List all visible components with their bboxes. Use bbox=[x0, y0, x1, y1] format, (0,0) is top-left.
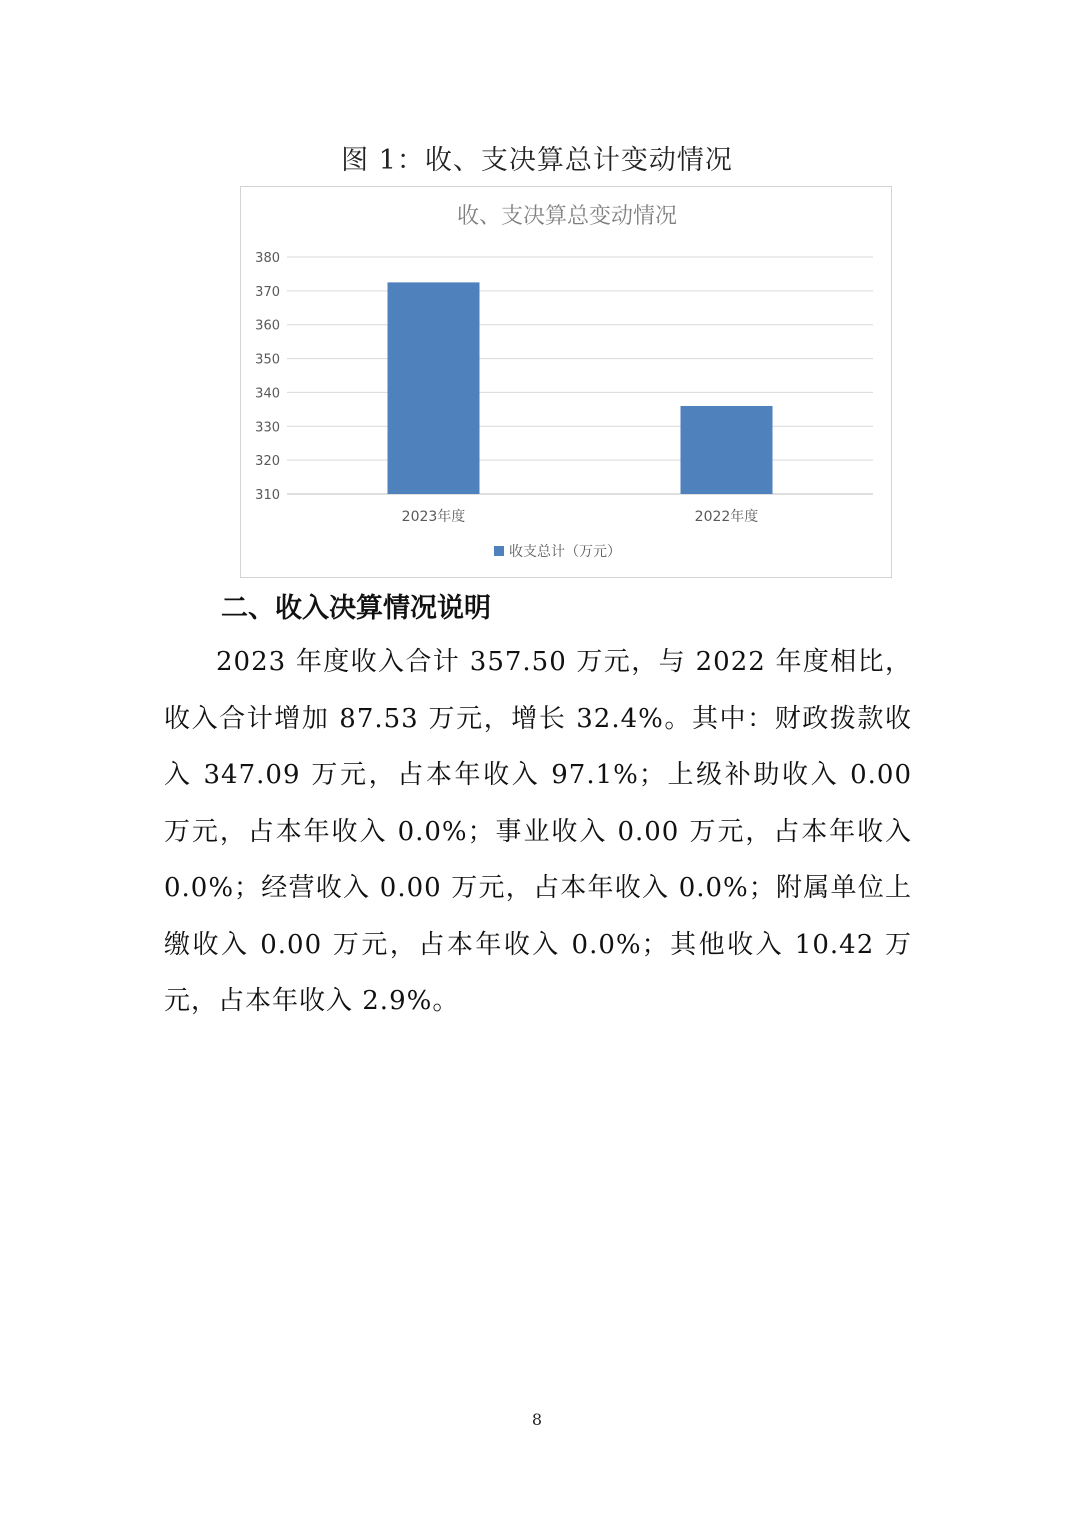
y-tick-label-340: 340 bbox=[255, 386, 280, 402]
chart-svg bbox=[241, 187, 893, 579]
x-tick-label-1: 2022年度 bbox=[694, 509, 759, 525]
legend-swatch-0 bbox=[494, 546, 504, 556]
x-tick-label-0: 2023年度 bbox=[401, 509, 466, 525]
y-tick-label-350: 350 bbox=[255, 352, 280, 368]
income-paragraph: 2023 年度收入合计 357.50 万元，与 2022 年度相比，收入合计增加 87.53 万元，增长 32.4%。其中：财政拨款收入 347.09 万元，占本年收入 97.1%；上级补助收入 0.00 万元，占本年收入 0.0%；事业收入 0.00 万元，占本年收入 0.0%；经营收入 0.00 万元，占本年收入 0.0%；附属单位上缴收入 0.00 万元，占本年收入 0.0%；其他收入 10.42 万元，占本年收入 2.9%。 bbox=[164, 647, 912, 1016]
y-tick-label-330: 330 bbox=[255, 420, 280, 436]
bar-2022年度 bbox=[681, 406, 773, 494]
bar-2023年度 bbox=[388, 282, 480, 494]
figure-caption: 图 1：收、支决算总计变动情况 bbox=[341, 145, 733, 176]
section-heading: 二、收入决算情况说明 bbox=[221, 593, 491, 624]
y-tick-label-320: 320 bbox=[255, 454, 280, 470]
chart-title: 收、支决算总变动情况 bbox=[456, 204, 678, 229]
y-tick-label-360: 360 bbox=[255, 318, 280, 334]
bar-chart bbox=[240, 186, 892, 578]
y-tick-label-380: 380 bbox=[255, 251, 280, 266]
legend-label-0: 收支总计（万元） bbox=[509, 544, 621, 560]
page-number: 8 bbox=[531, 1410, 543, 1429]
y-tick-label-310: 310 bbox=[255, 488, 280, 503]
y-tick-label-370: 370 bbox=[255, 284, 280, 300]
